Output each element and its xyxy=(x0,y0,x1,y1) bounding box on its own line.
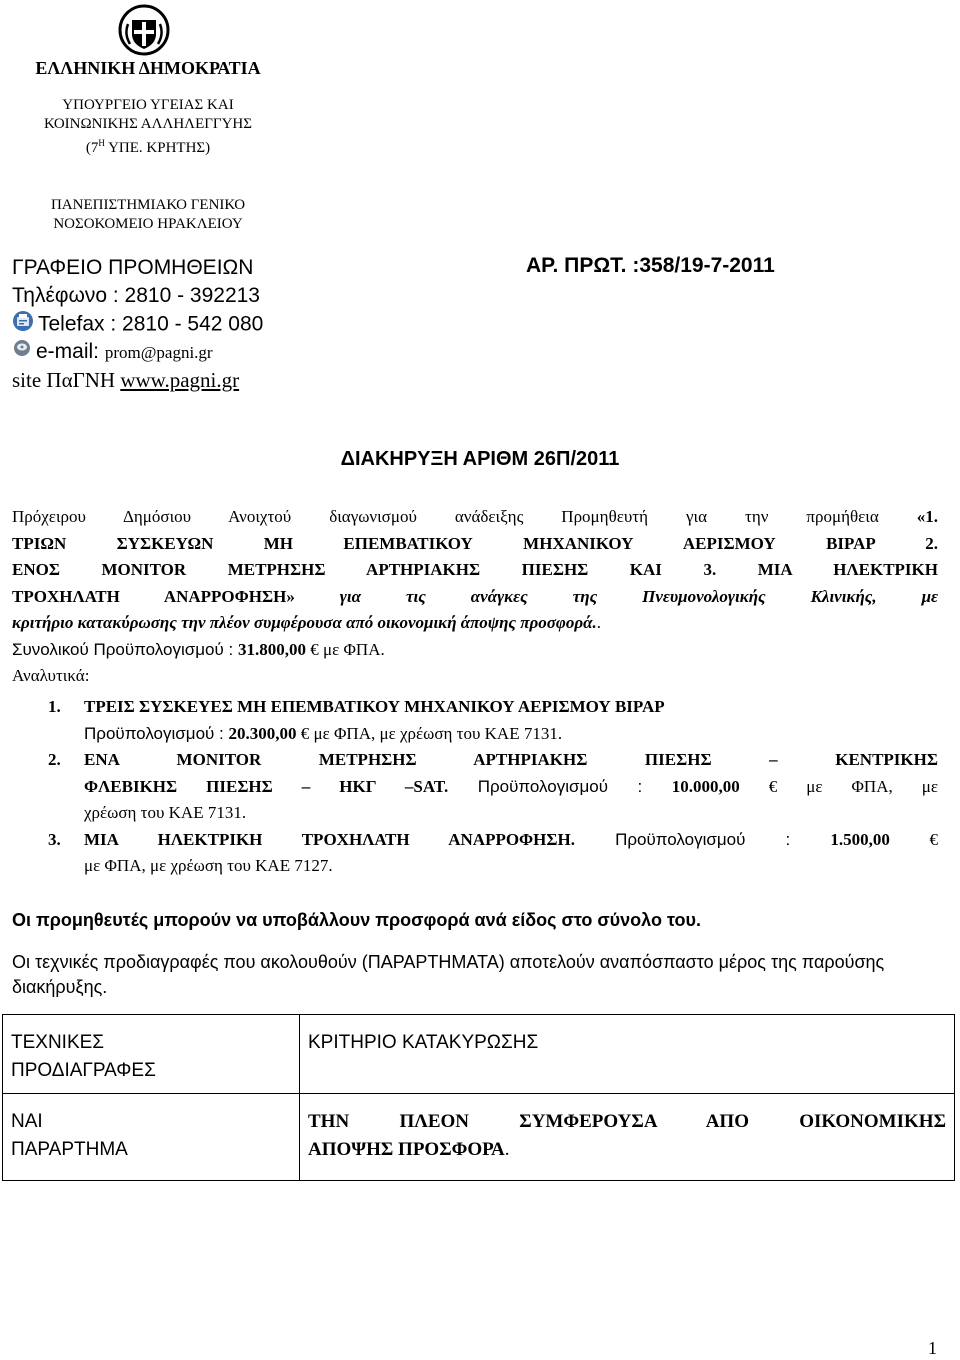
criteria-table xyxy=(2,1014,955,1181)
tender-line-5: κριτήριο κατακύρωσης την πλέον συμφέρουσα από οικονομική άποψης προσφορά.. xyxy=(12,613,602,632)
item-number: 1. xyxy=(48,697,61,716)
list-item xyxy=(48,694,938,747)
table-cell-criterion: ΤΗΝ ΠΛΕΟΝ ΣΥΜΦΕΡΟΥΣΑ ΑΠΟ ΟΙΚΟΝΟΜΙΚΗΣ ΑΠΟΨΗΣ ΠΡΟΣΦΟΡΑ. xyxy=(300,1094,955,1181)
hospital-line-1: ΠΑΝΕΠΙΣΤΗΜΙΑΚΟ ΓΕΝΙΚΟ xyxy=(50,197,246,213)
table-row xyxy=(3,1094,955,1181)
hospital-line-2: ΝΟΣΟΚΟΜΕΙΟ ΗΡΑΚΛΕΙΟΥ xyxy=(53,216,243,232)
item-number: 2. xyxy=(48,750,61,769)
email-icon xyxy=(12,338,32,366)
table-cell-specs: ΝΑΙ ΠΑΡΑΡΤΗΜΑ xyxy=(3,1094,300,1181)
item-title: ΤΡΕΙΣ ΣΥΣΚΕΥΕΣ ΜΗ ΕΠΕΜΒΑΤΙΚΟΥ ΜΗΧΑΝΙΚΟΥ ΑΕΡΙΣΜΟΥ BIPAP xyxy=(84,697,665,716)
site-link[interactable]: www.pagni.gr xyxy=(120,368,240,392)
protocol-number: ΑΡ. ΠΡΩΤ. :358/19-7-2011 xyxy=(526,254,775,277)
contact-block xyxy=(12,254,263,394)
list-item xyxy=(48,747,938,827)
declaration-title: ΔΙΑΚΗΡΥΞΗ ΑΡΙΘΜ 26Π/2011 xyxy=(340,448,620,470)
tender-line-3: ΕΝΟΣ MONITOR ΜΕΤΡΗΣΗΣ ΑΡΤΗΡΙΑΚΗΣ ΠΙΕΣΗΣ ΚΑΙ 3. ΜΙΑ ΗΛΕΚΤΡΙΚΗ xyxy=(12,560,938,579)
site-line: site ΠαΓΝΗ www.pagni.gr xyxy=(12,368,240,392)
item-number: 3. xyxy=(48,829,61,849)
item-title: ΕΝΑ MONITOR ΜΕΤΡΗΣΗΣ ΑΡΤΗΡΙΑΚΗΣ ΠΙΕΣΗΣ – ΚΕΝΤΡΙΚΗΣ xyxy=(84,750,938,769)
item-charge: χρέωση του ΚΑΕ 7131. xyxy=(84,803,247,822)
analytics-label: Αναλυτικά: xyxy=(12,666,90,685)
tender-line-4: ΤΡΟΧΗΛΑΤΗ ΑΝΑΡΡΟΦΗΣΗ» για τις ανάγκες της Πνευμονολογικής Κλινικής, με xyxy=(12,586,938,606)
offer-note: Οι προμηθευτές μπορούν να υποβάλλουν προσφορά ανά είδος στο σύνολο του. xyxy=(12,910,701,930)
government-title: ΕΛΛΗΝΙΚΗ ΔΗΜΟΚΡΑΤΙΑ xyxy=(35,58,261,78)
table-row xyxy=(3,1015,955,1094)
region-line: ($7^H$ ΥΠΕ. ΚΡΗΤΗΣ) xyxy=(85,138,211,156)
item-charge: με ΦΠΑ, με χρέωση του ΚΑΕ 7127. xyxy=(84,856,333,875)
tender-description xyxy=(12,504,938,690)
tender-line-2: ΤΡΙΩΝ ΣΥΣΚΕΥΩΝ ΜΗ ΕΠΕΜΒΑΤΙΚΟΥ ΜΗΧΑΝΙΚΟΥ ΑΕΡΙΣΜΟΥ BIPAP 2. xyxy=(12,533,938,553)
phone-line: Τηλέφωνο : 2810 - 392213 xyxy=(12,284,260,307)
office-name: ΓΡΑΦΕΙΟ ΠΡΟΜΗΘΕΙΩΝ xyxy=(12,256,254,279)
item-budget: Προϋπολογισμού : 20.300,00 € με ΦΠΑ, με χρέωση του ΚΑΕ 7131. xyxy=(84,723,563,743)
fax-line: Telefax : 2810 - 542 080 xyxy=(12,310,263,338)
ministry-block xyxy=(18,96,278,158)
email-link[interactable]: prom@pagni.gr xyxy=(104,343,213,362)
tender-line-1: Πρόχειρου Δημόσιου Ανοιχτού διαγωνισμού ανάδειξης Προμηθευτή για την προμήθεια «1. xyxy=(12,507,938,526)
email-line: e-mail: prom@pagni.gr xyxy=(12,338,263,366)
specs-note: Οι τεχνικές προδιαγραφές που ακολουθούν (ΠΑΡΑΡΤΗΜΑΤΑ) αποτελούν αναπόσπαστο μέρος της παρούσης διακήρυξης. xyxy=(12,952,885,997)
list-item xyxy=(48,827,938,880)
items-list xyxy=(48,694,938,880)
hospital-block xyxy=(18,196,278,234)
table-header-criterion: ΚΡΙΤΗΡΙΟ ΚΑΤΑΚΥΡΩΣΗΣ xyxy=(300,1015,955,1094)
item-title: ΜΙΑ ΗΛΕΚΤΡΙΚΗ ΤΡΟΧΗΛΑΤΗ ΑΝΑΡΡΟΦΗΣΗ. Προϋπολογισμού : 1.500,00 € xyxy=(84,829,938,849)
page-number: 1 xyxy=(928,1338,937,1358)
item-budget: ΦΛΕΒΙΚΗΣ ΠΙΕΣΗΣ – ΗΚΓ –SAT. Προϋπολογισμού : 10.000,00 € με ΦΠΑ, με xyxy=(84,776,938,796)
fax-icon xyxy=(12,310,34,340)
total-budget-line: Συνολικού Προϋπολογισμού : 31.800,00 € με ΦΠΑ. xyxy=(12,639,385,659)
ministry-line-2: ΚΟΙΝΩΝΙΚΗΣ ΑΛΛΗΛΕΓΓΥΗΣ xyxy=(44,116,252,132)
greek-emblem-icon xyxy=(118,4,170,56)
table-header-specs: ΤΕΧΝΙΚΕΣ ΠΡΟΔΙΑΓΡΑΦΕΣ xyxy=(3,1015,300,1094)
ministry-line-1: ΥΠΟΥΡΓΕΙΟ ΥΓΕΙΑΣ ΚΑΙ xyxy=(62,97,234,113)
